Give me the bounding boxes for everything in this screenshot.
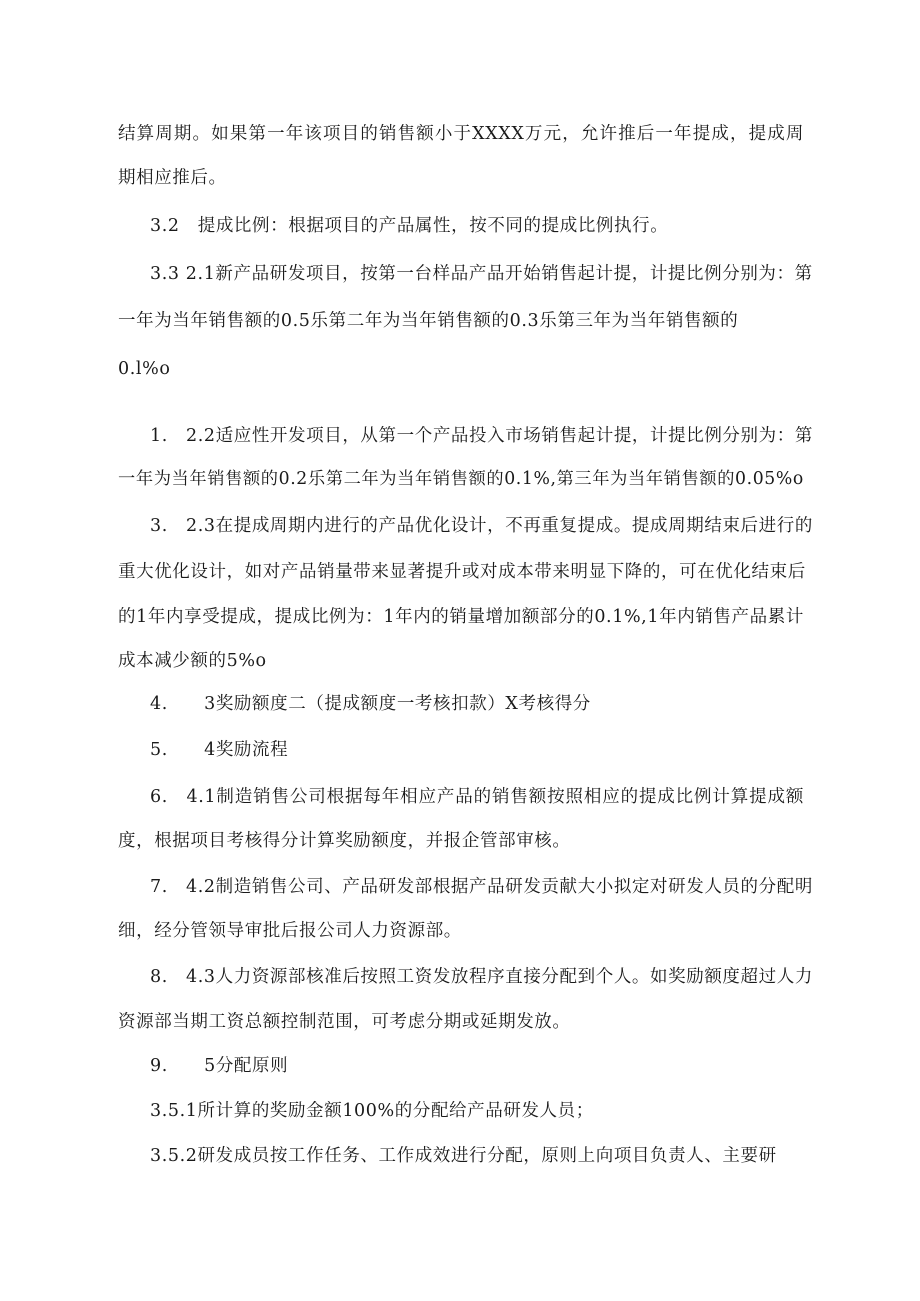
text-line: 1. 2.2适应性开发项目，从第一个产品投入市场销售起计提，计提比例分别为：第 [150, 426, 813, 446]
text-line: 期相应推后。 [118, 168, 227, 188]
text-line: 3.5.2研发成员按工作任务、工作成效进行分配，原则上向项目负责人、主要研 [150, 1146, 777, 1166]
text-line: 0.l%o [118, 359, 171, 379]
text-line: 6. 4.1制造销售公司根据每年相应产品的销售额按照相应的提成比例计算提成额 [150, 787, 804, 807]
text-line: 细，经分管领导审批后报公司人力资源部。 [118, 921, 462, 941]
text-line: 成本减少额的5%o [118, 651, 267, 671]
text-line: 8. 4.3人力资源部核准后按照工资发放程序直接分配到个人。如奖励额度超过人力 [150, 967, 813, 987]
text-line: 的1年内享受提成，提成比例为：1年内的销量增加额部分的0.1%,1年内销售产品累计 [118, 607, 804, 627]
text-line: 度，根据项目考核得分计算奖励额度，并报企管部审核。 [118, 831, 571, 851]
text-line: 9. 5分配原则 [150, 1056, 289, 1076]
text-line: 5. 4奖励流程 [150, 740, 289, 760]
text-line: 3. 2.3在提成周期内进行的产品优化设计，不再重复提成。提成周期结束后进行的 [150, 516, 813, 536]
text-line: 3.2 提成比例：根据项目的产品属性，按不同的提成比例执行。 [150, 216, 669, 236]
text-line: 一年为当年销售额的0.2乐第二年为当年销售额的0.1%,第三年为当年销售额的0.05%o [118, 469, 804, 489]
text-line: 重大优化设计，如对产品销量带来显著提升或对成本带来明显下降的，可在优化结束后 [118, 562, 806, 582]
text-line: 结算周期。如果第一年该项目的销售额小于XXXX万元，允许推后一年提成，提成周 [118, 124, 804, 144]
text-line: 一年为当年销售额的0.5乐第二年为当年销售额的0.3乐第三年为当年销售额的 [118, 311, 739, 331]
text-line: 3.3 2.1新产品研发项目，按第一台样品产品开始销售起计提，计提比例分别为：第 [150, 264, 813, 284]
text-line: 7. 4.2制造销售公司、产品研发部根据产品研发贡献大小拟定对研发人员的分配明 [150, 877, 813, 897]
text-line: 3.5.1所计算的奖励金额100%的分配给产品研发人员； [150, 1101, 594, 1121]
text-line: 资源部当期工资总额控制范围，可考虑分期或延期发放。 [118, 1012, 571, 1032]
text-line: 4. 3奖励额度二（提成额度一考核扣款）X考核得分 [150, 694, 591, 714]
